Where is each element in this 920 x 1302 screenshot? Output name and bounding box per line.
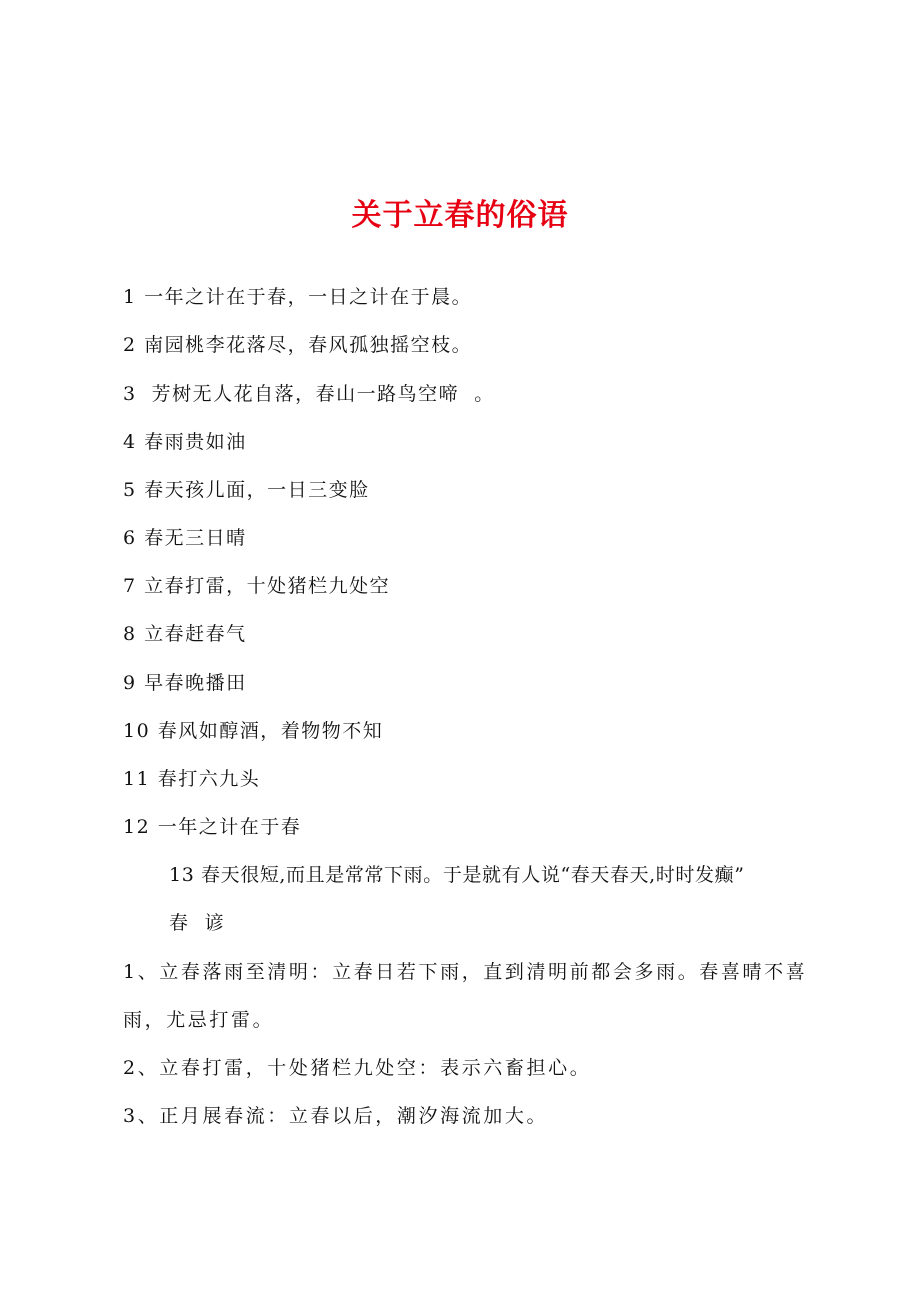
proverb-line: 6 春无三日晴	[123, 527, 247, 549]
proverb-line: 7 立春打雷，十处猪栏九处空	[123, 575, 391, 597]
proverb-line: 9 早春晚播田	[123, 672, 247, 694]
saying-line: 1、立春落雨至清明：立春日若下雨，直到清明前都会多雨。春喜晴不喜	[123, 961, 808, 983]
saying-line: 雨，尤忌打雷。	[123, 1009, 275, 1031]
proverb-line: 12 一年之计在于春	[123, 816, 302, 838]
proverb-line: 5 春天孩儿面，一日三变脸	[123, 479, 370, 501]
saying-line: 2、立春打雷，十处猪栏九处空：表示六畜担心。	[123, 1057, 592, 1079]
proverb-line: 10 春风如醇酒，着物物不知	[123, 720, 384, 742]
saying-line: 3、正月展春流：立春以后，潮汐海流加大。	[123, 1105, 549, 1127]
proverb-line: 2 南园桃李花落尽，春风孤独摇空枝。	[123, 334, 473, 356]
proverb-line: 8 立春赶春气	[123, 623, 247, 645]
proverb-line: 4 春雨贵如油	[123, 431, 247, 453]
section-heading: 春 谚	[169, 912, 226, 934]
proverb-line-13: 13 春天很短,而且是常常下雨。于是就有人说“春天春天,时时发癫”	[169, 864, 745, 886]
proverb-line: 11 春打六九头	[123, 768, 261, 790]
document-title: 关于立春的俗语	[351, 198, 569, 233]
proverb-line: 3 芳树无人花自落，春山一路鸟空啼 。	[123, 383, 495, 405]
proverb-line: 1 一年之计在于春，一日之计在于晨。	[123, 286, 473, 308]
